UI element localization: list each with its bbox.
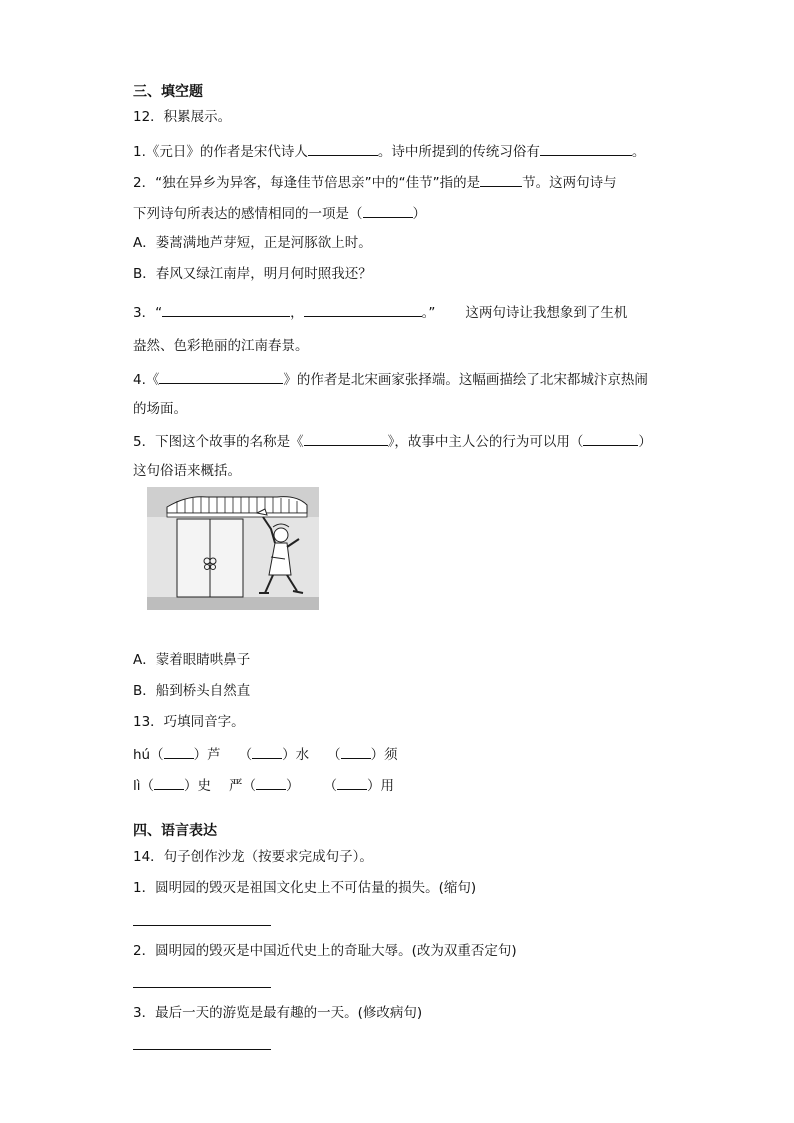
q13-row1-blank-1[interactable] — [164, 744, 194, 759]
question-13-row-hu — [133, 744, 398, 764]
question-12-1 — [133, 141, 645, 161]
q12-5-text-a: 5．下图这个故事的名称是《 — [133, 434, 304, 450]
q12-1-text-a: 1.《元日》的作者是宋代诗人 — [133, 144, 308, 160]
question-12-5-line2: 这句俗语来概括。 — [133, 463, 241, 479]
question-12-3-line2: 盎然、色彩艳丽的江南春景。 — [133, 338, 309, 354]
q13-row1-close-2: ）水 — [282, 747, 310, 763]
question-12-4-line1 — [133, 369, 648, 389]
q14-answer-line-2[interactable] — [133, 987, 271, 988]
question-13-stem: 13．巧填同音字。 — [133, 714, 245, 730]
question-14-stem: 14．句子创作沙龙（按要求完成句子）。 — [133, 849, 373, 865]
q13-row1-open-1: （ — [150, 747, 164, 763]
q13-row2-close-1: ）史 — [184, 778, 212, 794]
story-illustration — [147, 487, 319, 610]
q12-5-option-a[interactable]: A．蒙着眼睛哄鼻子 — [133, 652, 251, 668]
q13-row2-close-2: ） — [286, 778, 300, 794]
q14-answer-line-3[interactable] — [133, 1049, 271, 1050]
q12-2-text-d: ） — [412, 206, 426, 222]
q12-1-blank-custom[interactable] — [540, 141, 632, 156]
question-12-4-line2: 的场面。 — [133, 401, 187, 417]
section-title: 四、语言表达 — [133, 823, 217, 839]
q13-row2-open-3: （ — [323, 778, 338, 794]
q13-row2-close-3: ）用 — [367, 778, 395, 794]
q13-row1-blank-2[interactable] — [252, 744, 282, 759]
question-12-2-line2 — [133, 203, 426, 223]
q12-3-text-d: 这两句诗让我想象到了生机 — [465, 305, 628, 321]
q12-2-text-a: 2．“独在异乡为异客，每逢佳节倍思亲”中的“佳节”指的是 — [133, 175, 481, 191]
q14-item-1: 1．圆明园的毁灭是祖国文化史上不可估量的损失。(缩句) — [133, 880, 477, 896]
section-title: 三、填空题 — [133, 84, 203, 100]
q13-row2-open-1: （ — [140, 778, 155, 794]
q13-row1-blank-3[interactable] — [341, 744, 371, 759]
q12-2-text-b: 节。这两句诗与 — [522, 175, 617, 191]
q13-row1-open-3: （ — [327, 747, 341, 763]
q12-3-text-b: ， — [290, 305, 304, 321]
q13-row1-close-3: ）须 — [370, 747, 398, 763]
q13-row2-blank-2[interactable] — [256, 775, 286, 790]
q12-3-blank-2[interactable] — [304, 302, 422, 317]
q13-row1-open-2: （ — [238, 747, 253, 763]
question-12-2-line1 — [133, 172, 617, 192]
q14-answer-line-1[interactable] — [133, 925, 271, 926]
q12-1-blank-poet[interactable] — [308, 141, 378, 156]
question-12-5-line1 — [133, 431, 652, 451]
q13-row2-blank-3[interactable] — [337, 775, 367, 790]
q12-5-blank-story[interactable] — [304, 431, 388, 446]
q12-2-text-c: 下列诗句所表达的感情相同的一项是（ — [133, 206, 363, 222]
q12-5-text-b: 》，故事中主人公的行为可以用（ — [387, 434, 584, 450]
q13-row2-open-2: 严（ — [229, 778, 257, 794]
q12-3-blank-1[interactable] — [162, 302, 290, 317]
q12-5-text-c: ） — [638, 434, 652, 450]
q12-4-text-a: 4.《 — [133, 372, 160, 388]
q14-item-3: 3．最后一天的游览是最有趣的一天。(修改病句) — [133, 1005, 423, 1021]
q13-pinyin-hu: hú — [133, 747, 151, 763]
q12-2-option-a[interactable]: A．蒌蒿满地芦芽短，正是河豚欲上时。 — [133, 235, 372, 251]
q13-row1-close-1: ）芦 — [193, 747, 221, 763]
q13-pinyin-li: lì — [133, 778, 141, 794]
question-12-stem: 12．积累展示。 — [133, 109, 232, 125]
q14-item-2: 2．圆明园的毁灭是中国近代史上的奇耻大辱。(改为双重否定句) — [133, 943, 517, 959]
q12-2-option-b[interactable]: B．春风又绿江南岸，明月何时照我还？ — [133, 266, 372, 282]
q12-5-option-b[interactable]: B．船到桥头自然直 — [133, 683, 251, 699]
q12-3-text-a: 3．“ — [133, 305, 163, 321]
q12-2-blank-choice[interactable] — [363, 203, 413, 218]
q12-4-blank-painting[interactable] — [159, 369, 283, 384]
q12-3-text-c: 。” — [421, 305, 436, 321]
question-13-row-li — [133, 775, 394, 795]
q12-5-blank-saying[interactable] — [583, 431, 638, 446]
q12-1-text-c: 。 — [631, 144, 646, 160]
question-12-3-line1 — [133, 302, 627, 322]
q13-row2-blank-1[interactable] — [154, 775, 184, 790]
q12-4-text-b: 》的作者是北宋画家张择端。这幅画描绘了北宋都城汴京热闹 — [283, 372, 648, 388]
q12-1-text-b: 。诗中所提到的传统习俗有 — [377, 144, 540, 160]
q12-2-blank-festival[interactable] — [480, 172, 522, 187]
